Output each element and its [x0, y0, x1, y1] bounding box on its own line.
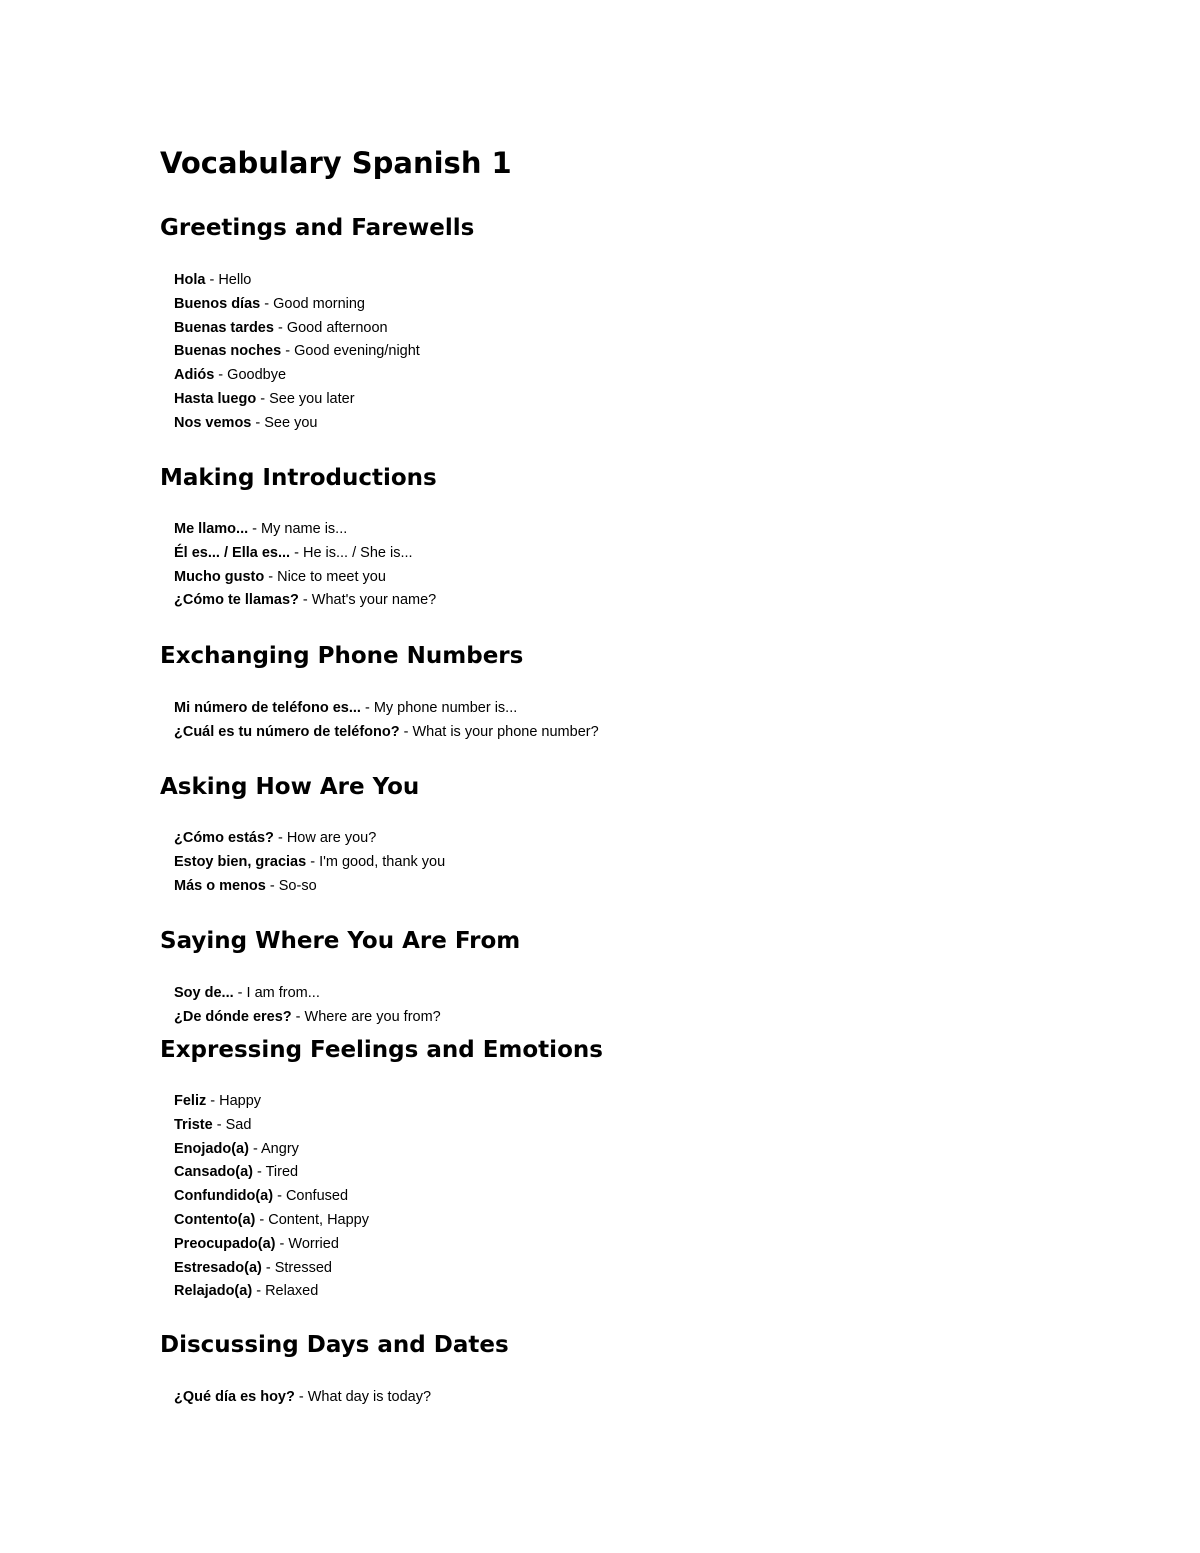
vocab-meaning: Good morning: [273, 295, 365, 312]
vocab-list-greetings: [174, 269, 420, 436]
vocab-meaning: How are you?: [286, 830, 377, 846]
vocab-meaning: Where are you from?: [304, 1008, 441, 1025]
vocab-list-how-are-you: [174, 827, 445, 898]
vocab-entry: [174, 1090, 369, 1114]
vocab-separator: -: [251, 414, 265, 431]
vocab-term: Buenas noches: [174, 343, 282, 360]
vocab-separator: -: [260, 295, 274, 312]
vocab-list-introductions: [174, 518, 436, 613]
vocab-list-feelings: [174, 1090, 369, 1304]
vocab-meaning: He is... / She is...: [302, 544, 413, 561]
vocab-meaning: Good afternoon: [286, 319, 388, 336]
vocab-term: Preocupado(a): [174, 1235, 276, 1252]
section-heading-introductions: Making Introductions: [160, 465, 437, 491]
vocab-meaning: Confused: [285, 1188, 349, 1205]
vocab-term: Nos vemos: [174, 414, 252, 431]
vocab-entry: [174, 542, 436, 566]
vocab-term: Soy de...: [174, 985, 234, 1001]
vocab-term: Más o menos: [174, 877, 266, 894]
vocab-separator: -: [248, 521, 262, 537]
vocab-meaning: Stressed: [274, 1259, 332, 1276]
vocab-meaning: Goodbye: [227, 367, 287, 384]
vocab-term: Estoy bien, gracias: [174, 853, 307, 870]
vocab-separator: -: [214, 367, 228, 384]
section-heading-greetings: Greetings and Farewells: [160, 215, 475, 241]
section-heading-how-are-you: Asking How Are You: [160, 774, 420, 800]
vocab-meaning: Good evening/night: [294, 343, 420, 360]
vocab-entry: [174, 317, 420, 341]
vocab-separator: -: [252, 1164, 266, 1181]
vocab-term: Enojado(a): [174, 1140, 249, 1157]
vocab-separator: -: [281, 343, 295, 360]
vocab-entry: [174, 1257, 369, 1281]
vocab-meaning: Tired: [265, 1164, 299, 1181]
vocab-list-days-dates: [174, 1386, 431, 1410]
vocab-term: Él es... / Ella es...: [174, 544, 291, 561]
vocab-entry: [174, 269, 420, 293]
vocab-entry: [174, 388, 420, 412]
vocab-entry: [174, 518, 436, 542]
vocab-separator: -: [255, 1211, 269, 1228]
vocab-entry: [174, 697, 599, 721]
vocab-term: ¿De dónde eres?: [174, 1008, 292, 1025]
vocab-term: Buenos días: [174, 295, 261, 312]
vocab-entry: [174, 1386, 431, 1410]
vocab-list-phone-numbers: [174, 697, 599, 745]
vocab-term: Feliz: [174, 1093, 207, 1109]
vocab-meaning: Relaxed: [265, 1283, 319, 1300]
vocab-entry: [174, 412, 420, 436]
vocab-meaning: So-so: [278, 877, 317, 894]
vocab-meaning: What is your phone number?: [412, 723, 599, 740]
vocab-term: Adiós: [174, 367, 215, 384]
vocab-entry: [174, 851, 445, 875]
vocab-meaning: My phone number is...: [373, 700, 518, 716]
vocab-entry: [174, 340, 420, 364]
vocab-entry: [174, 875, 445, 899]
vocab-entry: [174, 1185, 369, 1209]
vocab-separator: -: [273, 830, 287, 846]
vocab-separator: -: [273, 1188, 286, 1205]
vocab-entry: [174, 1114, 369, 1138]
section-heading-days-dates: Discussing Days and Dates: [160, 1332, 509, 1358]
vocab-term: Mucho gusto: [174, 568, 265, 585]
vocab-entry: [174, 1233, 369, 1257]
vocab-meaning: What day is today?: [307, 1389, 432, 1405]
vocab-entry: [174, 293, 420, 317]
section-heading-feelings: Expressing Feelings and Emotions: [160, 1037, 603, 1063]
vocab-entry: [174, 1161, 369, 1185]
vocab-meaning: Worried: [288, 1235, 339, 1252]
vocab-separator: -: [290, 544, 303, 561]
vocab-entry: [174, 364, 420, 388]
vocab-entry: [174, 827, 445, 851]
vocab-separator: -: [273, 319, 287, 336]
vocab-entry: [174, 982, 441, 1006]
vocab-term: Hasta luego: [174, 390, 257, 407]
vocab-term: Mi número de teléfono es...: [174, 700, 361, 716]
vocab-separator: -: [360, 700, 374, 716]
vocab-entry: [174, 589, 436, 613]
vocab-term: Hola: [174, 272, 206, 288]
vocab-separator: -: [205, 272, 219, 288]
vocab-separator: -: [399, 723, 413, 740]
vocab-term: ¿Cómo estás?: [174, 830, 274, 846]
vocab-separator: -: [275, 1235, 289, 1252]
vocab-list-where-from: [174, 982, 441, 1030]
vocab-meaning: Hello: [218, 272, 252, 288]
vocab-separator: -: [291, 1008, 305, 1025]
vocab-entry: [174, 721, 599, 745]
vocab-meaning: Nice to meet you: [277, 568, 386, 585]
vocab-separator: -: [294, 1389, 308, 1405]
vocab-entry: [174, 1138, 369, 1162]
vocab-separator: -: [306, 853, 320, 870]
vocab-term: Estresado(a): [174, 1259, 262, 1276]
vocab-entry: [174, 1209, 369, 1233]
vocab-entry: [174, 566, 436, 590]
vocab-term: Relajado(a): [174, 1283, 253, 1300]
vocab-term: ¿Cómo te llamas?: [174, 592, 299, 609]
vocab-separator: -: [233, 985, 247, 1001]
section-heading-phone-numbers: Exchanging Phone Numbers: [160, 643, 524, 669]
vocab-term: Buenas tardes: [174, 319, 274, 336]
vocab-meaning: See you: [264, 414, 318, 431]
vocab-term: Me llamo...: [174, 521, 249, 537]
vocab-separator: -: [264, 568, 278, 585]
vocab-separator: -: [252, 1283, 266, 1300]
vocab-separator: -: [248, 1140, 262, 1157]
page-title: Vocabulary Spanish 1: [160, 146, 512, 180]
vocab-meaning: Content, Happy: [268, 1211, 369, 1228]
vocab-meaning: I am from...: [246, 985, 320, 1001]
vocab-meaning: See you later: [269, 390, 355, 407]
vocab-term: Contento(a): [174, 1211, 256, 1228]
vocab-separator: -: [261, 1259, 275, 1276]
vocab-term: Confundido(a): [174, 1188, 274, 1205]
vocab-meaning: I'm good, thank you: [319, 853, 446, 870]
vocab-entry: [174, 1280, 369, 1304]
vocab-meaning: Happy: [219, 1093, 262, 1109]
vocab-separator: -: [212, 1116, 226, 1133]
vocab-term: ¿Qué día es hoy?: [174, 1389, 295, 1405]
vocab-term: Triste: [174, 1116, 213, 1133]
section-heading-where-from: Saying Where You Are From: [160, 928, 521, 954]
vocab-entry: [174, 1006, 441, 1030]
vocab-meaning: Sad: [225, 1116, 252, 1133]
vocab-term: Cansado(a): [174, 1164, 253, 1181]
vocab-meaning: Angry: [261, 1140, 299, 1157]
vocab-meaning: My name is...: [261, 521, 348, 537]
vocab-separator: -: [298, 592, 312, 609]
vocab-separator: -: [265, 877, 279, 894]
vocab-separator: -: [256, 390, 270, 407]
vocab-meaning: What's your name?: [311, 592, 437, 609]
vocab-term: ¿Cuál es tu número de teléfono?: [174, 723, 400, 740]
vocab-separator: -: [206, 1093, 220, 1109]
